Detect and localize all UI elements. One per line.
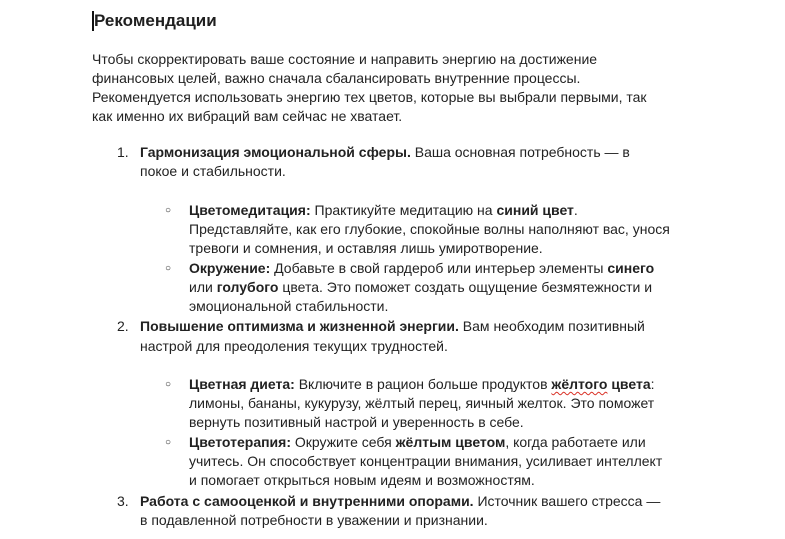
item-text: Ваша основная потребность — в xyxy=(410,144,630,160)
item-line: в подавленной потребности в уважении и признании. xyxy=(140,512,488,528)
subitem-emphasis: жёлтым цветом xyxy=(395,434,506,450)
intro-line: Чтобы скорректировать ваше состояние и направить энергию на достижение xyxy=(92,51,598,67)
subitem-line xyxy=(189,201,578,221)
subitem-text: Включите в рацион больше продуктов xyxy=(294,376,552,392)
subitem-title: Цветная диета: xyxy=(189,376,295,392)
subitem-text: : xyxy=(650,376,655,392)
subitem-line: вернуть позитивный настрой и уверенность в себе. xyxy=(189,414,524,430)
subitem-emphasis xyxy=(551,376,650,392)
item-text: Источник вашего стресса — xyxy=(473,493,661,509)
subitem-text: . xyxy=(573,202,578,218)
spellcheck-word[interactable]: жёлтого xyxy=(551,376,608,392)
subitem-title: Окружение: xyxy=(189,260,271,276)
subitem-emphasis: синего xyxy=(607,260,655,276)
subitem-text: Добавьте в свой гардероб или интерьер элементы xyxy=(270,260,608,276)
item-line xyxy=(140,492,660,512)
bullet-icon: ○ xyxy=(165,379,172,390)
list-number: 1. xyxy=(117,144,129,160)
item-text: Вам необходим позитивный xyxy=(458,318,645,334)
subitem-line: эмоциональной стабильности. xyxy=(189,298,389,314)
subitem-emphasis: синий цвет xyxy=(496,202,574,218)
subitem-line: тревоги и сомнения, и оставляя лишь умиротворение. xyxy=(189,240,543,256)
subitem-line: и помогает открыться новым идеям и возможностям. xyxy=(189,472,535,488)
subitem-line xyxy=(189,278,652,298)
subitem-text: цвета. Это поможет создать ощущение безмятежности и xyxy=(278,279,653,295)
item-line: покое и стабильности. xyxy=(140,163,286,179)
subitem-line: лимоны, бананы, кукурузу, жёлтый перец, яичный желток. Это поможет xyxy=(189,395,655,411)
list-number: 2. xyxy=(117,318,129,334)
subitem-emphasis: голубого xyxy=(216,279,279,295)
intro-line: как именно их вибраций вам сейчас не хватает. xyxy=(92,108,403,124)
item-title: Работа с самооценкой и внутренними опорами. xyxy=(140,493,474,509)
subitem-line xyxy=(189,259,654,279)
list-number: 3. xyxy=(117,493,129,509)
bullet-icon: ○ xyxy=(165,205,172,216)
item-title: Гармонизация эмоциональной сферы. xyxy=(140,144,411,160)
subitem-line xyxy=(189,433,646,453)
subitem-line: учитесь. Он способствует концентрации внимания, усиливает интеллект xyxy=(189,453,663,469)
subitem-line: Представляйте, как его глубокие, спокойные волны наполняют вас, унося xyxy=(189,221,670,237)
subitem-emphasis-text: цвета xyxy=(607,376,651,392)
subitem-text: Окружите себя xyxy=(291,434,396,450)
bullet-icon: ○ xyxy=(165,263,172,274)
item-title: Повышение оптимизма и жизненной энергии. xyxy=(140,318,459,334)
subitem-title: Цветотерапия: xyxy=(189,434,291,450)
item-line: настрой для преодоления текущих трудностей. xyxy=(140,338,448,354)
subitem-title: Цветомедитация: xyxy=(189,202,311,218)
intro-line: финансовых целей, важно сначала сбалансировать внутренние процессы. xyxy=(92,70,581,86)
subitem-line xyxy=(189,375,655,395)
subitem-text: Практикуйте медитацию на xyxy=(310,202,497,218)
subitem-text: или xyxy=(189,279,217,295)
subitem-text: , когда работаете или xyxy=(505,434,646,450)
item-line xyxy=(140,317,645,337)
bullet-icon: ○ xyxy=(165,437,172,448)
document-heading: Рекомендации xyxy=(94,11,217,30)
intro-line: Рекомендуется использовать энергию тех цветов, которые вы выбрали первыми, так xyxy=(92,89,647,105)
item-line xyxy=(140,143,630,163)
